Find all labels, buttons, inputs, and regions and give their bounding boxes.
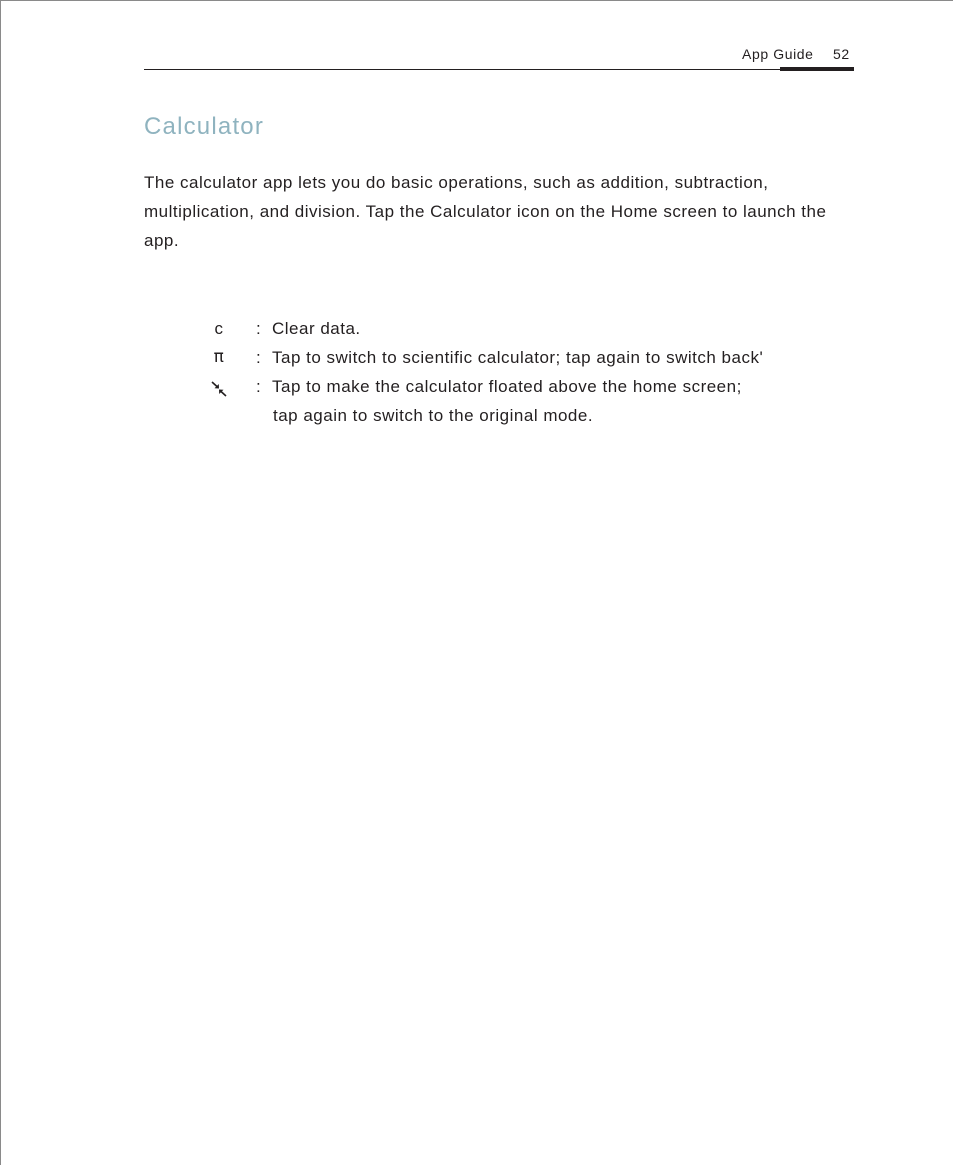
pi-key-symbol: π xyxy=(213,347,225,367)
scientific-key-description: Tap to switch to scientific calculator; tap again to switch back' xyxy=(272,348,764,367)
intro-paragraph: The calculator app lets you do basic operations, such as addition, subtraction, multiplication, and division. Tap the Calculator icon on the Home screen to launch the app. xyxy=(144,173,827,250)
collapse-arrows-icon xyxy=(210,378,228,396)
header-rule xyxy=(144,69,854,70)
legend-item-float xyxy=(206,372,846,401)
float-key-description-continued: tap again to switch to the original mode. xyxy=(273,406,594,425)
legend-colon: : xyxy=(256,348,262,367)
legend-item-clear xyxy=(206,314,846,343)
running-header xyxy=(144,41,854,71)
clear-key-symbol: c xyxy=(214,319,224,338)
clear-key-description: Clear data. xyxy=(272,319,361,338)
header-section-label: App Guide xyxy=(742,46,814,62)
header-accent-bar xyxy=(780,67,854,71)
legend-colon: : xyxy=(256,377,262,396)
legend-colon: : xyxy=(256,319,262,338)
page-number: 52 xyxy=(833,46,850,62)
page-title: Calculator xyxy=(144,113,265,140)
legend-item-scientific xyxy=(206,343,846,372)
float-key-description: Tap to make the calculator floated above the home screen; xyxy=(272,377,742,396)
key-legend xyxy=(206,314,846,430)
